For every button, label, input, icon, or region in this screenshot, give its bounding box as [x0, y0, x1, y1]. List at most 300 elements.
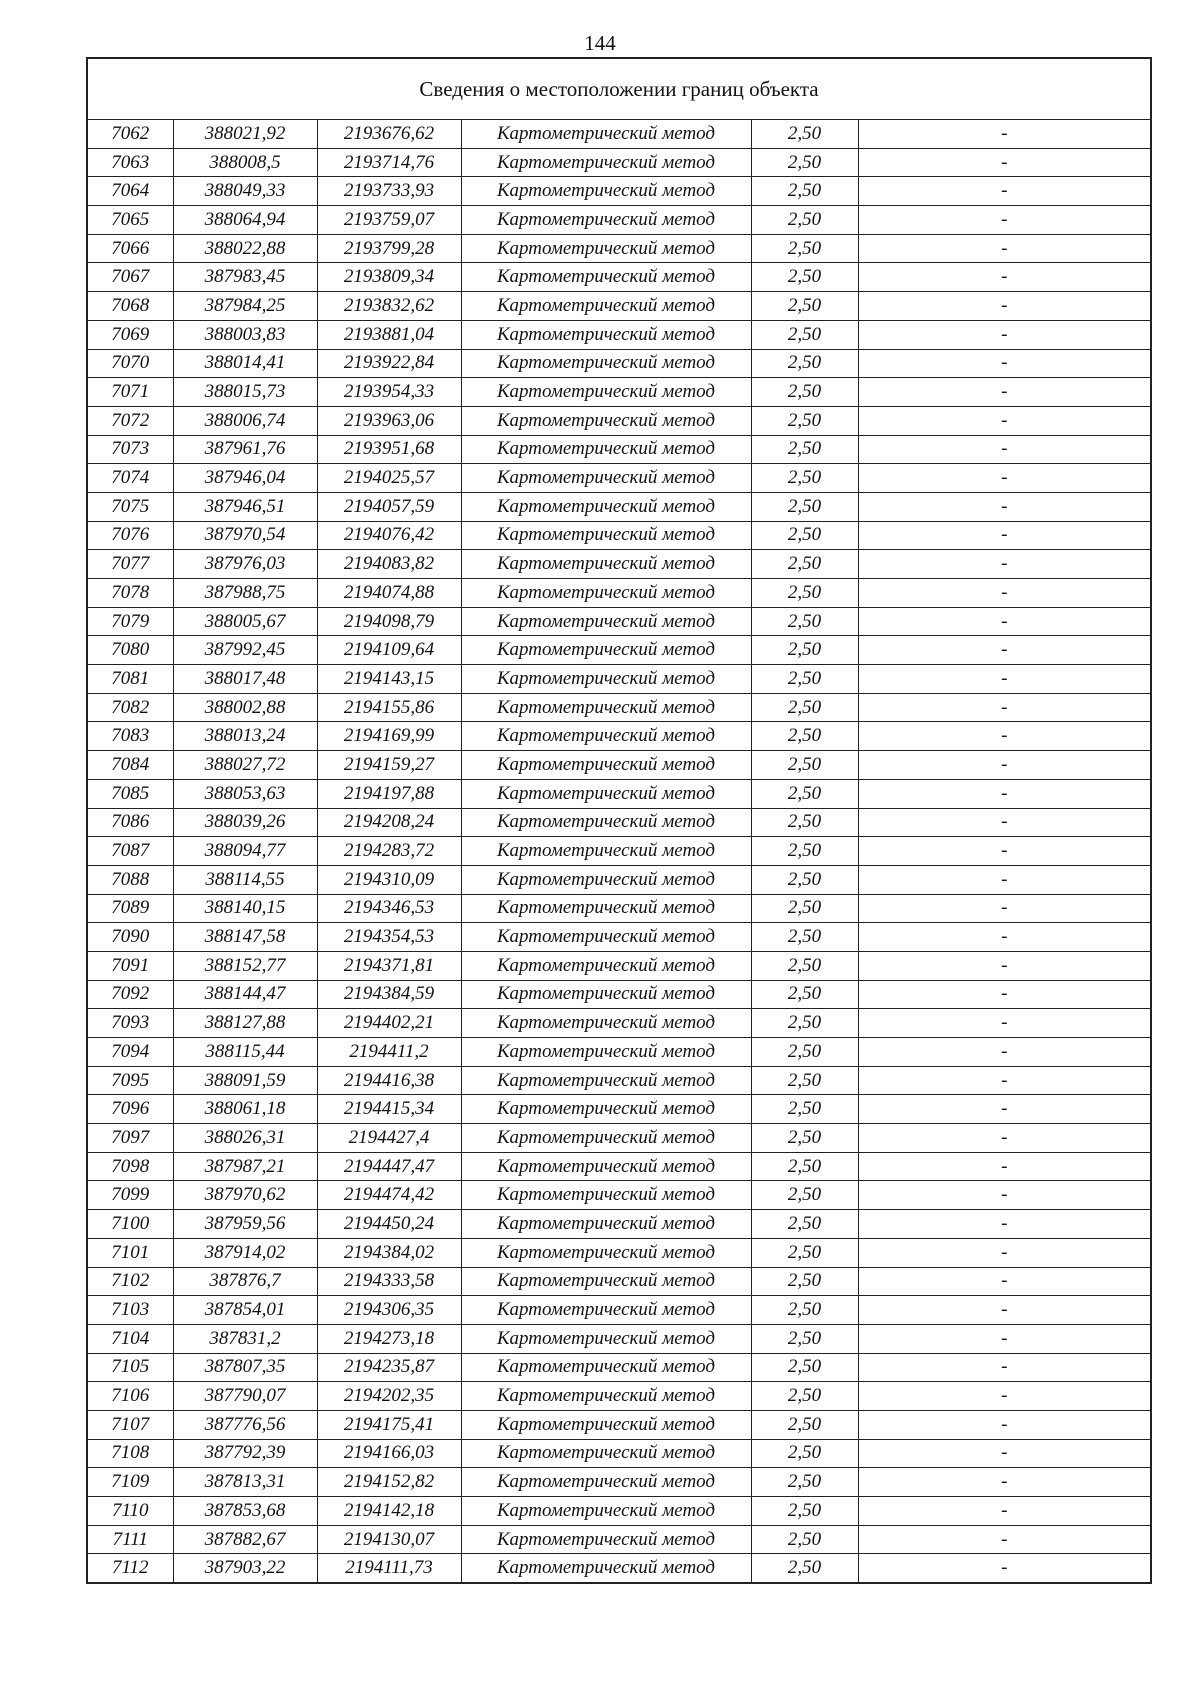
table-row: [87, 1324, 1151, 1353]
method-cell: Картометрический метод: [461, 722, 751, 751]
x-coordinate-cell: 388064,94: [173, 206, 317, 235]
method-cell: Картометрический метод: [461, 206, 751, 235]
x-coordinate-cell: 388002,88: [173, 693, 317, 722]
y-coordinate-cell: 2194025,57: [317, 464, 461, 493]
y-coordinate-cell: 2194083,82: [317, 550, 461, 579]
y-coordinate-cell: 2194142,18: [317, 1497, 461, 1526]
table-row: [87, 607, 1151, 636]
accuracy-cell: 2,50: [751, 1439, 858, 1468]
point-number-cell: 7064: [87, 177, 173, 206]
description-cell: -: [858, 693, 1151, 722]
method-cell: Картометрический метод: [461, 1210, 751, 1239]
table-row: [87, 349, 1151, 378]
table-row: [87, 1210, 1151, 1239]
point-number-cell: 7062: [87, 120, 173, 149]
method-cell: Картометрический метод: [461, 636, 751, 665]
accuracy-cell: 2,50: [751, 1554, 858, 1583]
point-number-cell: 7099: [87, 1181, 173, 1210]
accuracy-cell: 2,50: [751, 1152, 858, 1181]
point-number-cell: 7086: [87, 808, 173, 837]
description-cell: -: [858, 865, 1151, 894]
description-cell: -: [858, 320, 1151, 349]
method-cell: Картометрический метод: [461, 349, 751, 378]
method-cell: Картометрический метод: [461, 1066, 751, 1095]
point-number-cell: 7097: [87, 1124, 173, 1153]
y-coordinate-cell: 2194283,72: [317, 837, 461, 866]
accuracy-cell: 2,50: [751, 1066, 858, 1095]
accuracy-cell: 2,50: [751, 464, 858, 493]
accuracy-cell: 2,50: [751, 1324, 858, 1353]
table-row: [87, 464, 1151, 493]
description-cell: -: [858, 607, 1151, 636]
x-coordinate-cell: 387876,7: [173, 1267, 317, 1296]
accuracy-cell: 2,50: [751, 320, 858, 349]
x-coordinate-cell: 387807,35: [173, 1353, 317, 1382]
accuracy-cell: 2,50: [751, 292, 858, 321]
x-coordinate-cell: 387988,75: [173, 579, 317, 608]
description-cell: -: [858, 1267, 1151, 1296]
method-cell: Картометрический метод: [461, 779, 751, 808]
y-coordinate-cell: 2193881,04: [317, 320, 461, 349]
point-number-cell: 7106: [87, 1382, 173, 1411]
table-row: [87, 636, 1151, 665]
point-number-cell: 7065: [87, 206, 173, 235]
accuracy-cell: 2,50: [751, 951, 858, 980]
y-coordinate-cell: 2193922,84: [317, 349, 461, 378]
point-number-cell: 7085: [87, 779, 173, 808]
point-number-cell: 7112: [87, 1554, 173, 1583]
method-cell: Картометрический метод: [461, 1038, 751, 1067]
y-coordinate-cell: 2193963,06: [317, 406, 461, 435]
accuracy-cell: 2,50: [751, 1210, 858, 1239]
table-row: [87, 894, 1151, 923]
description-cell: -: [858, 951, 1151, 980]
method-cell: Картометрический метод: [461, 1468, 751, 1497]
description-cell: -: [858, 636, 1151, 665]
method-cell: Картометрический метод: [461, 406, 751, 435]
method-cell: Картометрический метод: [461, 435, 751, 464]
point-number-cell: 7069: [87, 320, 173, 349]
description-cell: -: [858, 1382, 1151, 1411]
y-coordinate-cell: 2194155,86: [317, 693, 461, 722]
x-coordinate-cell: 388147,58: [173, 923, 317, 952]
method-cell: Картометрический метод: [461, 1152, 751, 1181]
accuracy-cell: 2,50: [751, 1238, 858, 1267]
description-cell: -: [858, 1066, 1151, 1095]
accuracy-cell: 2,50: [751, 349, 858, 378]
y-coordinate-cell: 2194111,73: [317, 1554, 461, 1583]
description-cell: -: [858, 148, 1151, 177]
y-coordinate-cell: 2194306,35: [317, 1296, 461, 1325]
table-row: [87, 779, 1151, 808]
point-number-cell: 7094: [87, 1038, 173, 1067]
x-coordinate-cell: 387854,01: [173, 1296, 317, 1325]
x-coordinate-cell: 387914,02: [173, 1238, 317, 1267]
point-number-cell: 7103: [87, 1296, 173, 1325]
description-cell: -: [858, 435, 1151, 464]
table-row: [87, 1525, 1151, 1554]
table-row: [87, 665, 1151, 694]
table-row: [87, 923, 1151, 952]
method-cell: Картометрический метод: [461, 607, 751, 636]
method-cell: Картометрический метод: [461, 1124, 751, 1153]
description-cell: -: [858, 579, 1151, 608]
description-cell: -: [858, 120, 1151, 149]
accuracy-cell: 2,50: [751, 1124, 858, 1153]
table-row: [87, 148, 1151, 177]
x-coordinate-cell: 387970,54: [173, 521, 317, 550]
y-coordinate-cell: 2193832,62: [317, 292, 461, 321]
accuracy-cell: 2,50: [751, 808, 858, 837]
accuracy-cell: 2,50: [751, 1353, 858, 1382]
accuracy-cell: 2,50: [751, 1468, 858, 1497]
point-number-cell: 7102: [87, 1267, 173, 1296]
point-number-cell: 7071: [87, 378, 173, 407]
point-number-cell: 7073: [87, 435, 173, 464]
table-row: [87, 1095, 1151, 1124]
point-number-cell: 7110: [87, 1497, 173, 1526]
method-cell: Картометрический метод: [461, 550, 751, 579]
table-row: [87, 206, 1151, 235]
point-number-cell: 7089: [87, 894, 173, 923]
accuracy-cell: 2,50: [751, 1296, 858, 1325]
table-row: [87, 1296, 1151, 1325]
description-cell: -: [858, 406, 1151, 435]
method-cell: Картометрический метод: [461, 1095, 751, 1124]
method-cell: Картометрический метод: [461, 1324, 751, 1353]
description-cell: -: [858, 292, 1151, 321]
table-row: [87, 1353, 1151, 1382]
table-row: [87, 1124, 1151, 1153]
description-cell: -: [858, 751, 1151, 780]
description-cell: -: [858, 1152, 1151, 1181]
table-row: [87, 1497, 1151, 1526]
method-cell: Картометрический метод: [461, 1181, 751, 1210]
y-coordinate-cell: 2194235,87: [317, 1353, 461, 1382]
accuracy-cell: 2,50: [751, 435, 858, 464]
description-cell: -: [858, 894, 1151, 923]
x-coordinate-cell: 387813,31: [173, 1468, 317, 1497]
accuracy-cell: 2,50: [751, 1009, 858, 1038]
x-coordinate-cell: 388039,26: [173, 808, 317, 837]
point-number-cell: 7068: [87, 292, 173, 321]
x-coordinate-cell: 387983,45: [173, 263, 317, 292]
x-coordinate-cell: 387987,21: [173, 1152, 317, 1181]
x-coordinate-cell: 388049,33: [173, 177, 317, 206]
description-cell: -: [858, 779, 1151, 808]
x-coordinate-cell: 388061,18: [173, 1095, 317, 1124]
table-row: [87, 292, 1151, 321]
accuracy-cell: 2,50: [751, 1038, 858, 1067]
accuracy-cell: 2,50: [751, 722, 858, 751]
description-cell: -: [858, 1238, 1151, 1267]
table-row: [87, 1238, 1151, 1267]
method-cell: Картометрический метод: [461, 1554, 751, 1583]
x-coordinate-cell: 387882,67: [173, 1525, 317, 1554]
table-row: [87, 378, 1151, 407]
y-coordinate-cell: 2194310,09: [317, 865, 461, 894]
accuracy-cell: 2,50: [751, 1095, 858, 1124]
method-cell: Картометрический метод: [461, 521, 751, 550]
x-coordinate-cell: 387831,2: [173, 1324, 317, 1353]
x-coordinate-cell: 388152,77: [173, 951, 317, 980]
y-coordinate-cell: 2194169,99: [317, 722, 461, 751]
accuracy-cell: 2,50: [751, 148, 858, 177]
table-row: [87, 120, 1151, 149]
description-cell: -: [858, 177, 1151, 206]
method-cell: Картометрический метод: [461, 894, 751, 923]
accuracy-cell: 2,50: [751, 1267, 858, 1296]
method-cell: Картометрический метод: [461, 1439, 751, 1468]
description-cell: -: [858, 1009, 1151, 1038]
table-row: [87, 751, 1151, 780]
accuracy-cell: 2,50: [751, 894, 858, 923]
table-row: [87, 320, 1151, 349]
y-coordinate-cell: 2193809,34: [317, 263, 461, 292]
x-coordinate-cell: 387946,51: [173, 492, 317, 521]
description-cell: -: [858, 206, 1151, 235]
description-cell: -: [858, 1353, 1151, 1382]
description-cell: -: [858, 1181, 1151, 1210]
x-coordinate-cell: 388022,88: [173, 234, 317, 263]
y-coordinate-cell: 2194130,07: [317, 1525, 461, 1554]
accuracy-cell: 2,50: [751, 607, 858, 636]
x-coordinate-cell: 387961,76: [173, 435, 317, 464]
accuracy-cell: 2,50: [751, 1382, 858, 1411]
method-cell: Картометрический метод: [461, 665, 751, 694]
description-cell: -: [858, 263, 1151, 292]
table-row: [87, 435, 1151, 464]
x-coordinate-cell: 388091,59: [173, 1066, 317, 1095]
method-cell: Картометрический метод: [461, 1353, 751, 1382]
point-number-cell: 7079: [87, 607, 173, 636]
table-row: [87, 1066, 1151, 1095]
x-coordinate-cell: 388127,88: [173, 1009, 317, 1038]
y-coordinate-cell: 2194384,02: [317, 1238, 461, 1267]
point-number-cell: 7076: [87, 521, 173, 550]
point-number-cell: 7066: [87, 234, 173, 263]
point-number-cell: 7093: [87, 1009, 173, 1038]
point-number-cell: 7080: [87, 636, 173, 665]
description-cell: -: [858, 1210, 1151, 1239]
accuracy-cell: 2,50: [751, 550, 858, 579]
table-row: [87, 1152, 1151, 1181]
table-row: [87, 951, 1151, 980]
y-coordinate-cell: 2194427,4: [317, 1124, 461, 1153]
x-coordinate-cell: 388005,67: [173, 607, 317, 636]
y-coordinate-cell: 2194166,03: [317, 1439, 461, 1468]
point-number-cell: 7078: [87, 579, 173, 608]
table-row: [87, 808, 1151, 837]
point-number-cell: 7082: [87, 693, 173, 722]
point-number-cell: 7104: [87, 1324, 173, 1353]
point-number-cell: 7084: [87, 751, 173, 780]
accuracy-cell: 2,50: [751, 636, 858, 665]
x-coordinate-cell: 388013,24: [173, 722, 317, 751]
point-number-cell: 7091: [87, 951, 173, 980]
description-cell: -: [858, 1095, 1151, 1124]
point-number-cell: 7095: [87, 1066, 173, 1095]
x-coordinate-cell: 388114,55: [173, 865, 317, 894]
x-coordinate-cell: 388014,41: [173, 349, 317, 378]
y-coordinate-cell: 2194074,88: [317, 579, 461, 608]
method-cell: Картометрический метод: [461, 120, 751, 149]
point-number-cell: 7077: [87, 550, 173, 579]
y-coordinate-cell: 2194474,42: [317, 1181, 461, 1210]
description-cell: -: [858, 837, 1151, 866]
method-cell: Картометрический метод: [461, 292, 751, 321]
point-number-cell: 7063: [87, 148, 173, 177]
x-coordinate-cell: 388115,44: [173, 1038, 317, 1067]
y-coordinate-cell: 2194273,18: [317, 1324, 461, 1353]
x-coordinate-cell: 387792,39: [173, 1439, 317, 1468]
method-cell: Картометрический метод: [461, 1296, 751, 1325]
table-row: [87, 865, 1151, 894]
method-cell: Картометрический метод: [461, 263, 751, 292]
table-row: [87, 1468, 1151, 1497]
point-number-cell: 7074: [87, 464, 173, 493]
description-cell: -: [858, 1124, 1151, 1153]
accuracy-cell: 2,50: [751, 206, 858, 235]
x-coordinate-cell: 387946,04: [173, 464, 317, 493]
x-coordinate-cell: 388053,63: [173, 779, 317, 808]
y-coordinate-cell: 2194346,53: [317, 894, 461, 923]
x-coordinate-cell: 387959,56: [173, 1210, 317, 1239]
y-coordinate-cell: 2193676,62: [317, 120, 461, 149]
method-cell: Картометрический метод: [461, 865, 751, 894]
x-coordinate-cell: 387970,62: [173, 1181, 317, 1210]
method-cell: Картометрический метод: [461, 492, 751, 521]
y-coordinate-cell: 2193799,28: [317, 234, 461, 263]
y-coordinate-cell: 2194057,59: [317, 492, 461, 521]
method-cell: Картометрический метод: [461, 148, 751, 177]
accuracy-cell: 2,50: [751, 492, 858, 521]
y-coordinate-cell: 2194175,41: [317, 1410, 461, 1439]
method-cell: Картометрический метод: [461, 693, 751, 722]
y-coordinate-cell: 2194411,2: [317, 1038, 461, 1067]
table-row: [87, 492, 1151, 521]
description-cell: -: [858, 665, 1151, 694]
y-coordinate-cell: 2194402,21: [317, 1009, 461, 1038]
accuracy-cell: 2,50: [751, 665, 858, 694]
y-coordinate-cell: 2194416,38: [317, 1066, 461, 1095]
accuracy-cell: 2,50: [751, 923, 858, 952]
boundary-coordinates-table: [86, 57, 1152, 1584]
description-cell: -: [858, 980, 1151, 1009]
point-number-cell: 7105: [87, 1353, 173, 1382]
point-number-cell: 7092: [87, 980, 173, 1009]
y-coordinate-cell: 2194450,24: [317, 1210, 461, 1239]
x-coordinate-cell: 388094,77: [173, 837, 317, 866]
point-number-cell: 7072: [87, 406, 173, 435]
accuracy-cell: 2,50: [751, 1410, 858, 1439]
point-number-cell: 7081: [87, 665, 173, 694]
description-cell: -: [858, 234, 1151, 263]
x-coordinate-cell: 387790,07: [173, 1382, 317, 1411]
y-coordinate-cell: 2194143,15: [317, 665, 461, 694]
x-coordinate-cell: 388008,5: [173, 148, 317, 177]
y-coordinate-cell: 2194098,79: [317, 607, 461, 636]
description-cell: -: [858, 1410, 1151, 1439]
method-cell: Картометрический метод: [461, 808, 751, 837]
accuracy-cell: 2,50: [751, 1525, 858, 1554]
description-cell: -: [858, 464, 1151, 493]
point-number-cell: 7087: [87, 837, 173, 866]
accuracy-cell: 2,50: [751, 980, 858, 1009]
y-coordinate-cell: 2194333,58: [317, 1267, 461, 1296]
method-cell: Картометрический метод: [461, 1410, 751, 1439]
point-number-cell: 7098: [87, 1152, 173, 1181]
description-cell: -: [858, 1324, 1151, 1353]
table-row: [87, 550, 1151, 579]
method-cell: Картометрический метод: [461, 1009, 751, 1038]
table-row: [87, 1382, 1151, 1411]
accuracy-cell: 2,50: [751, 120, 858, 149]
y-coordinate-cell: 2194371,81: [317, 951, 461, 980]
x-coordinate-cell: 387776,56: [173, 1410, 317, 1439]
description-cell: -: [858, 492, 1151, 521]
accuracy-cell: 2,50: [751, 378, 858, 407]
accuracy-cell: 2,50: [751, 779, 858, 808]
table-row: [87, 1410, 1151, 1439]
method-cell: Картометрический метод: [461, 751, 751, 780]
description-cell: -: [858, 1554, 1151, 1583]
table-row: [87, 980, 1151, 1009]
y-coordinate-cell: 2193759,07: [317, 206, 461, 235]
x-coordinate-cell: 388017,48: [173, 665, 317, 694]
description-cell: -: [858, 349, 1151, 378]
method-cell: Картометрический метод: [461, 1267, 751, 1296]
point-number-cell: 7070: [87, 349, 173, 378]
method-cell: Картометрический метод: [461, 980, 751, 1009]
method-cell: Картометрический метод: [461, 1525, 751, 1554]
y-coordinate-cell: 2194159,27: [317, 751, 461, 780]
table-row: [87, 1038, 1151, 1067]
accuracy-cell: 2,50: [751, 579, 858, 608]
method-cell: Картометрический метод: [461, 320, 751, 349]
description-cell: -: [858, 1497, 1151, 1526]
accuracy-cell: 2,50: [751, 693, 858, 722]
y-coordinate-cell: 2194354,53: [317, 923, 461, 952]
description-cell: -: [858, 808, 1151, 837]
y-coordinate-cell: 2194384,59: [317, 980, 461, 1009]
table-row: [87, 579, 1151, 608]
y-coordinate-cell: 2193951,68: [317, 435, 461, 464]
x-coordinate-cell: 387992,45: [173, 636, 317, 665]
accuracy-cell: 2,50: [751, 263, 858, 292]
accuracy-cell: 2,50: [751, 234, 858, 263]
description-cell: -: [858, 1439, 1151, 1468]
table-title: Сведения о местоположении границ объекта: [87, 58, 1151, 120]
table-header-row: [87, 58, 1151, 120]
point-number-cell: 7088: [87, 865, 173, 894]
description-cell: -: [858, 378, 1151, 407]
point-number-cell: 7111: [87, 1525, 173, 1554]
table-row: [87, 234, 1151, 263]
x-coordinate-cell: 388015,73: [173, 378, 317, 407]
y-coordinate-cell: 2193714,76: [317, 148, 461, 177]
accuracy-cell: 2,50: [751, 751, 858, 780]
y-coordinate-cell: 2194076,42: [317, 521, 461, 550]
y-coordinate-cell: 2193954,33: [317, 378, 461, 407]
accuracy-cell: 2,50: [751, 177, 858, 206]
x-coordinate-cell: 388021,92: [173, 120, 317, 149]
accuracy-cell: 2,50: [751, 1497, 858, 1526]
x-coordinate-cell: 388144,47: [173, 980, 317, 1009]
point-number-cell: 7083: [87, 722, 173, 751]
x-coordinate-cell: 387903,22: [173, 1554, 317, 1583]
x-coordinate-cell: 387976,03: [173, 550, 317, 579]
